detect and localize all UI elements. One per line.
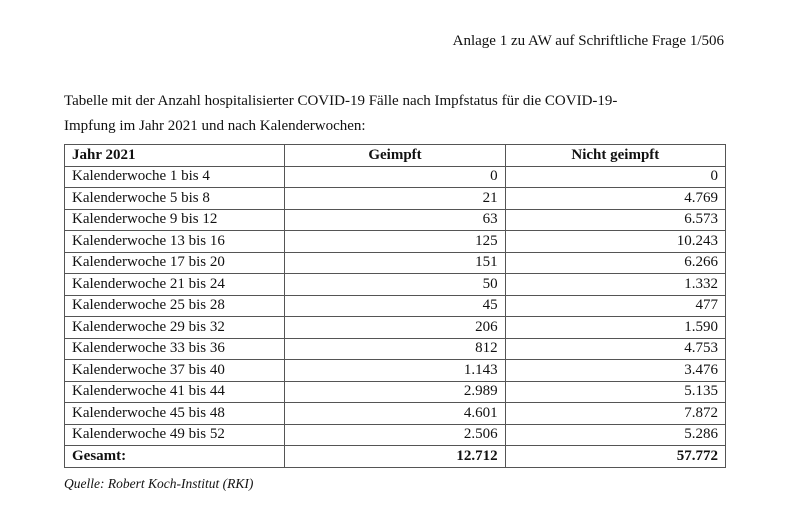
cell-vaccinated: 0 xyxy=(285,166,505,188)
cell-not-vaccinated: 4.769 xyxy=(505,188,725,210)
table-row xyxy=(65,403,726,425)
cell-vaccinated: 4.601 xyxy=(285,403,505,425)
table-total-row xyxy=(65,446,726,468)
cell-vaccinated: 151 xyxy=(285,252,505,274)
annex-header: Anlage 1 zu AW auf Schriftliche Frage 1/506 xyxy=(452,33,724,49)
cell-vaccinated: 45 xyxy=(285,295,505,317)
table-caption xyxy=(64,89,724,139)
header-not-vaccinated: Nicht geimpft xyxy=(505,145,725,167)
table-row xyxy=(65,381,726,403)
total-not-vaccinated: 57.772 xyxy=(505,446,725,468)
cell-not-vaccinated: 1.332 xyxy=(505,274,725,296)
total-vaccinated: 12.712 xyxy=(285,446,505,468)
cell-week: Kalenderwoche 25 bis 28 xyxy=(65,295,285,317)
cell-not-vaccinated: 10.243 xyxy=(505,231,725,253)
cell-week: Kalenderwoche 21 bis 24 xyxy=(65,274,285,296)
table-row xyxy=(65,209,726,231)
cell-vaccinated: 1.143 xyxy=(285,360,505,382)
cell-vaccinated: 2.506 xyxy=(285,424,505,446)
table-row xyxy=(65,360,726,382)
cell-not-vaccinated: 0 xyxy=(505,166,725,188)
hospitalization-table xyxy=(64,144,726,468)
cell-not-vaccinated: 477 xyxy=(505,295,725,317)
cell-vaccinated: 2.989 xyxy=(285,381,505,403)
cell-vaccinated: 63 xyxy=(285,209,505,231)
cell-week: Kalenderwoche 29 bis 32 xyxy=(65,317,285,339)
table-row xyxy=(65,424,726,446)
cell-vaccinated: 125 xyxy=(285,231,505,253)
caption-line-2: Impfung im Jahr 2021 und nach Kalenderwochen: xyxy=(64,118,366,134)
cell-vaccinated: 50 xyxy=(285,274,505,296)
table-row xyxy=(65,188,726,210)
cell-week: Kalenderwoche 5 bis 8 xyxy=(65,188,285,210)
cell-not-vaccinated: 1.590 xyxy=(505,317,725,339)
cell-week: Kalenderwoche 1 bis 4 xyxy=(65,166,285,188)
cell-week: Kalenderwoche 17 bis 20 xyxy=(65,252,285,274)
cell-not-vaccinated: 5.286 xyxy=(505,424,725,446)
table-row xyxy=(65,274,726,296)
cell-not-vaccinated: 3.476 xyxy=(505,360,725,382)
table-row xyxy=(65,317,726,339)
cell-week: Kalenderwoche 9 bis 12 xyxy=(65,209,285,231)
cell-vaccinated: 812 xyxy=(285,338,505,360)
cell-week: Kalenderwoche 45 bis 48 xyxy=(65,403,285,425)
header-vaccinated: Geimpft xyxy=(285,145,505,167)
cell-not-vaccinated: 7.872 xyxy=(505,403,725,425)
cell-week: Kalenderwoche 49 bis 52 xyxy=(65,424,285,446)
total-label: Gesamt: xyxy=(65,446,285,468)
cell-not-vaccinated: 5.135 xyxy=(505,381,725,403)
source-note: Quelle: Robert Koch-Institut (RKI) xyxy=(64,476,254,491)
caption-line-1: Tabelle mit der Anzahl hospitalisierter COVID-19 Fälle nach Impfstatus für die COVID-19- xyxy=(64,93,618,109)
cell-not-vaccinated: 4.753 xyxy=(505,338,725,360)
cell-not-vaccinated: 6.266 xyxy=(505,252,725,274)
table-header-row xyxy=(65,145,726,167)
table-row xyxy=(65,231,726,253)
table-row xyxy=(65,295,726,317)
table-row xyxy=(65,338,726,360)
cell-vaccinated: 21 xyxy=(285,188,505,210)
table-row xyxy=(65,166,726,188)
header-year: Jahr 2021 xyxy=(65,145,285,167)
cell-week: Kalenderwoche 33 bis 36 xyxy=(65,338,285,360)
cell-vaccinated: 206 xyxy=(285,317,505,339)
cell-not-vaccinated: 6.573 xyxy=(505,209,725,231)
table-row xyxy=(65,252,726,274)
cell-week: Kalenderwoche 37 bis 40 xyxy=(65,360,285,382)
cell-week: Kalenderwoche 41 bis 44 xyxy=(65,381,285,403)
cell-week: Kalenderwoche 13 bis 16 xyxy=(65,231,285,253)
